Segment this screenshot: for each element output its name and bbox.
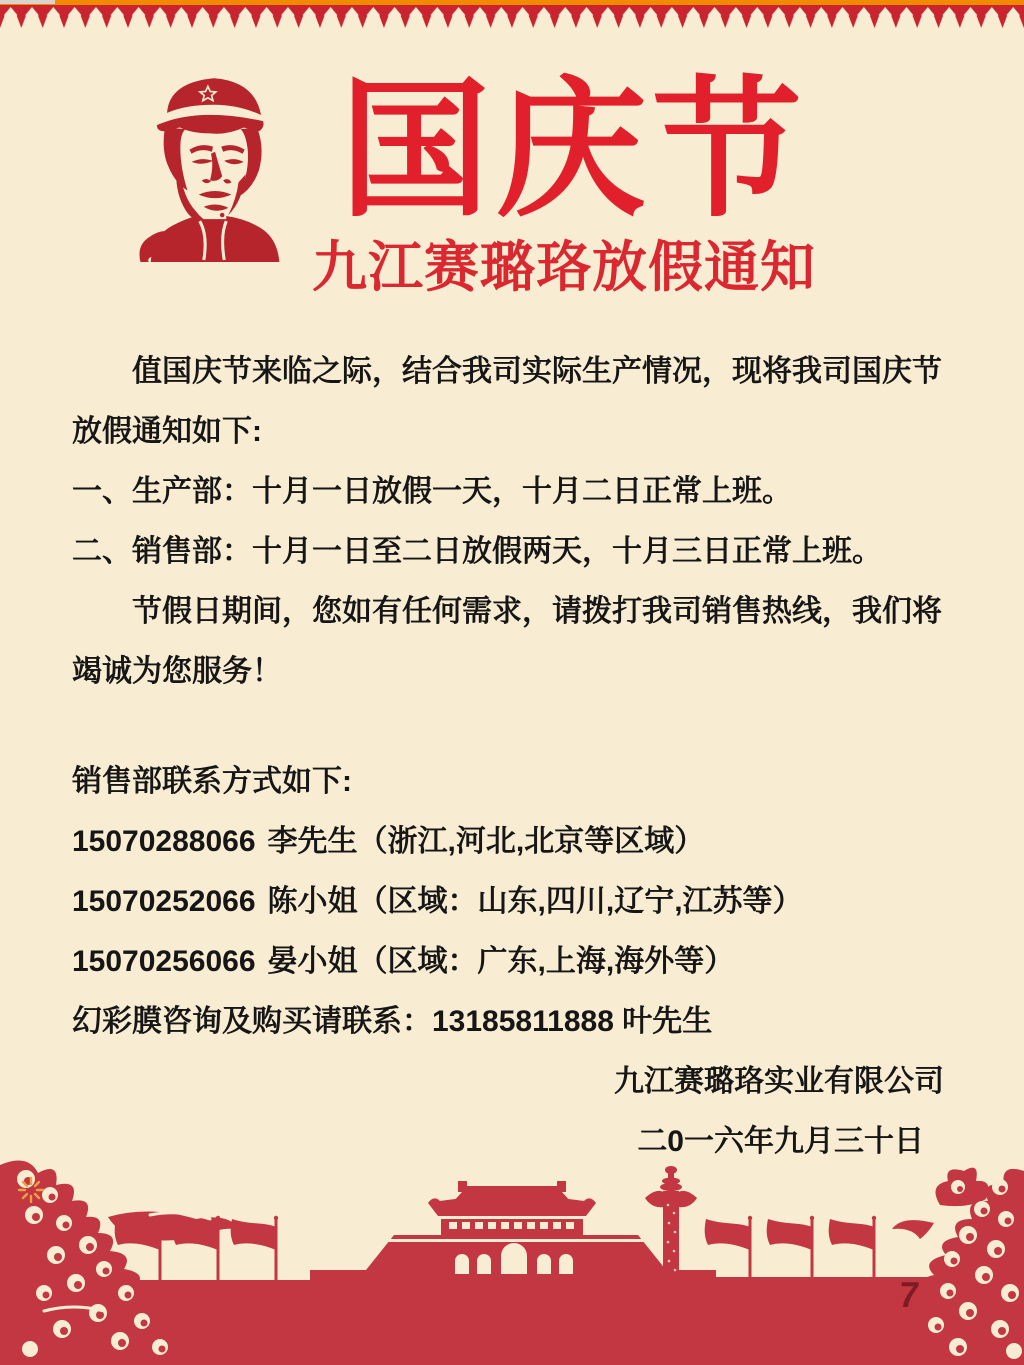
signature-company: 九江赛璐珞实业有限公司 (614, 1065, 944, 1098)
contact-row (72, 872, 952, 932)
contact-regions: （区域：山东,四川,辽宁,江苏等） (357, 885, 803, 918)
page-title: 国庆节 (340, 66, 809, 234)
contact-phone: 15070288066 (72, 825, 256, 858)
contact-row (72, 932, 952, 992)
diamond-border-pattern-icon (0, 5, 1024, 31)
contact-phone: 15070256066 (72, 945, 256, 978)
contact-name: 晏小姐 (267, 945, 358, 978)
bottom-artwork (0, 1153, 1024, 1365)
contact-row (72, 812, 952, 872)
contact-regions: （浙江,河北,北京等区域） (357, 825, 705, 858)
page-subtitle: 九江赛璐珞放假通知 (312, 237, 817, 298)
screenshot-corner-artifact (0, 0, 55, 4)
contact-name: 陈小姐 (267, 885, 358, 918)
contacts-heading: 销售部联系方式如下: (72, 765, 352, 798)
red-flags-right (705, 1216, 877, 1277)
notice-body (72, 342, 952, 1172)
contact-phone: 15070252066 (72, 885, 256, 918)
notice-paragraph: 值国庆节来临之际，结合我司实际生产情况，现将我司国庆节放假通知如下: (72, 355, 942, 448)
paper-cut-clouds-right (892, 1168, 1024, 1365)
extra-contact-line: 幻彩膜咨询及购买请联系：13185811888 叶先生 (72, 1005, 713, 1038)
tiananmen-gate-silhouette (428, 1181, 596, 1235)
notice-paragraph: 二、销售部：十月一日至二日放假两天，十月三日正常上班。 (72, 535, 882, 568)
page-marker: 7 (896, 1274, 922, 1315)
mao-portrait-illustration (136, 68, 290, 262)
signature-date: 二0一六年九月三十日 (637, 1125, 924, 1158)
contact-regions: （区域：广东,上海,海外等） (357, 945, 735, 978)
notice-paragraph: 节假日期间，您如有任何需求，请拨打我司销售热线，我们将竭诚为您服务！ (72, 595, 942, 688)
notice-paragraph: 一、生产部：十月一日放假一天，十月二日正常上班。 (72, 475, 792, 508)
contact-name: 李先生 (267, 825, 358, 858)
